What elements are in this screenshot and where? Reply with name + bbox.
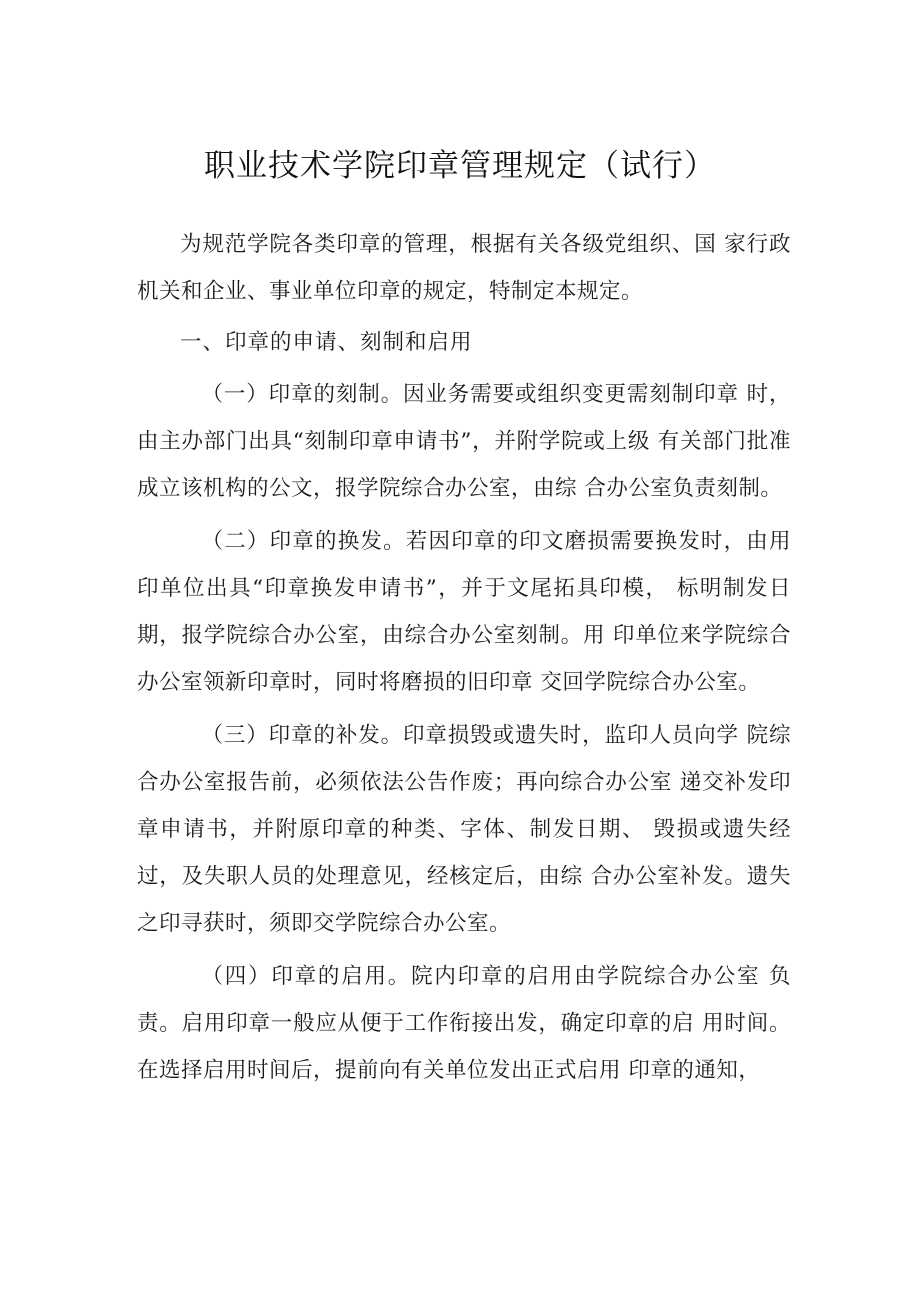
section-heading: 一、印章的申请、刻制和启用 bbox=[180, 330, 473, 355]
paragraph-seal-engraving: （一）印章的刻制。因业务需要或组织变更需刻制印章 时，由主办部门出具“刻制印章申请书”，并附学院或上级 有关部门批准成立该机构的公文，报学院综合办公室，由综 合办公室负责刻制。 bbox=[137, 382, 791, 501]
intro-paragraph: 为规范学院各类印章的管理，根据有关各级党组织、国 家行政机关和企业、事业单位印章的规定，特制定本规定。 bbox=[137, 232, 791, 304]
paragraph-seal-activation: （四）印章的启用。院内印章的启用由学院综合办公室 负责。启用印章一般应从便于工作衔接出发，确定印章的启 用时间。在选择启用时间后，提前向有关单位发出正式启用 印章的通知， bbox=[137, 964, 791, 1083]
paragraph-seal-reissue: （三）印章的补发。印章损毁或遗失时，监印人员向学 院综合办公室报告前，必须依法公告作废；再向综合办公室 递交补发印章申请书，并附原印章的种类、字体、制发日期、 毁损或遗失经过，及失职人员的处理意见，经核定后，由综 合办公室补发。遗失之印寻获时，须即交学院综合办公室。 bbox=[137, 723, 791, 936]
document-title: 职业技术学院印章管理规定（试行） bbox=[204, 148, 716, 184]
paragraph-seal-replacement: （二）印章的换发。若因印章的印文磨损需要换发时，由用印单位出具“印章换发申请书”，并于文尾拓具印模， 标明制发日期，报学院综合办公室，由综合办公室刻制。用 印单位来学院综合办公室领新印章时，同时将磨损的旧印章 交回学院综合办公室。 bbox=[137, 529, 791, 695]
document-body bbox=[137, 221, 791, 1094]
